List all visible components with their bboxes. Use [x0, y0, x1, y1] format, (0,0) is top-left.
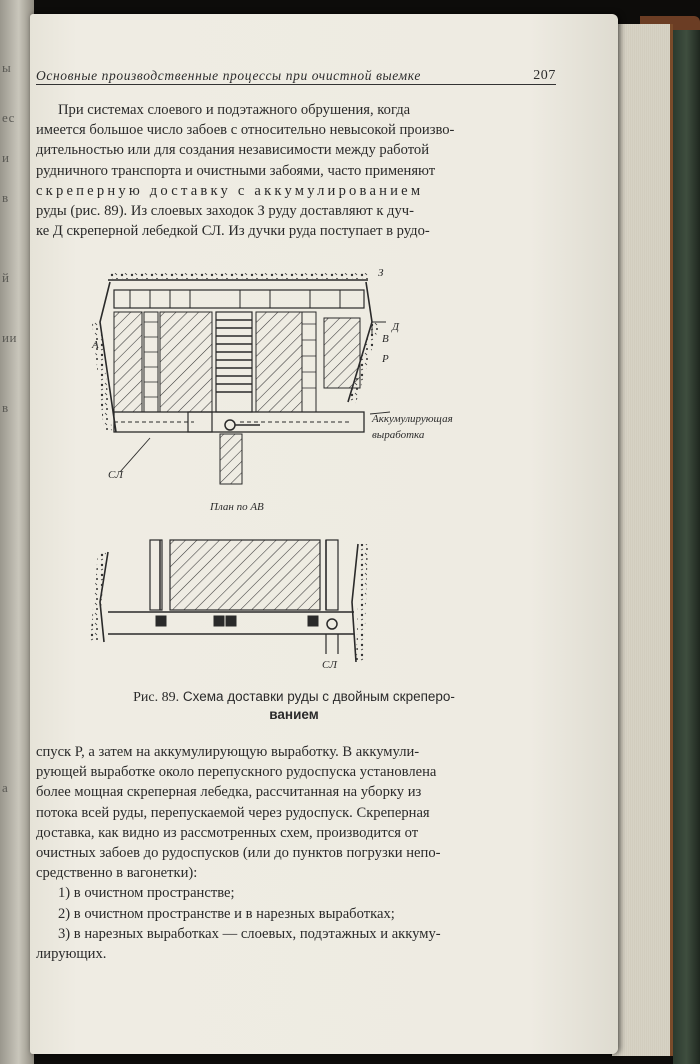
prev-page-fragment: и	[2, 150, 10, 165]
label-sl-lower: СЛ	[322, 659, 337, 671]
text-line: рующей выработке около перепускного рудоспуска установлена	[36, 764, 437, 781]
label-a: А	[92, 339, 99, 351]
text-line: дительностью или для создания независимости между работой	[36, 142, 430, 159]
label-accumulating-1: Аккумулирующая	[372, 413, 453, 425]
figure-89-diagram	[90, 262, 510, 702]
text-line: ке Д скреперной лебедкой СЛ. Из дучки руда поступает в рудо-	[36, 223, 430, 240]
text-line: рудничного транспорта и очистными забоями, часто применяют	[36, 162, 436, 179]
label-d: Д	[392, 321, 399, 333]
running-header	[36, 62, 556, 85]
label-sl: СЛ	[108, 469, 123, 481]
text-line: потока всей руды, перепускаемой через рудоспуск. Скреперная	[36, 804, 430, 821]
label-accumulating-2: выработка	[372, 429, 425, 441]
list-item: 3) в нарезных выработках — слоевых, подэтажных и аккуму-	[58, 925, 441, 942]
book-cover	[673, 30, 700, 1064]
paragraph-1	[36, 100, 558, 241]
text-line: руды (рис. 89). Из слоевых заходок З руду доставляют к дуч-	[36, 203, 414, 220]
text-line: более мощная скреперная лебедка, рассчитанная на уборку из	[36, 784, 422, 801]
previous-page-edge	[0, 0, 34, 1064]
prev-page-fragment: ы	[2, 60, 12, 75]
plan-drawing	[96, 276, 390, 484]
text-line: очистных забоев до рудоспусков (или до пунктов погрузки непо-	[36, 845, 441, 862]
page-edges	[612, 24, 673, 1056]
section-drawing	[94, 540, 364, 662]
prev-page-fragment: ии	[2, 330, 17, 345]
text-line: имеется большое число забоев с относительно невысокой произво-	[36, 122, 455, 139]
list-item: 1) в очистном пространстве;	[58, 885, 235, 902]
text-line-spaced: скреперную доставку с аккумулированием	[36, 182, 424, 199]
prev-page-fragment: в	[2, 190, 9, 205]
text-line: доставка, как видно из рассмотренных схем, производится от	[36, 824, 419, 841]
paragraph-2	[36, 742, 558, 964]
text-line: спуск Р, а затем на аккумулирующую выработку. В аккумули-	[36, 744, 420, 760]
page-number: 207	[533, 68, 556, 83]
caption-label: Рис. 89.	[133, 690, 180, 705]
prev-page-fragment: а	[2, 780, 9, 795]
label-plan: План по АВ	[210, 501, 264, 513]
running-header-title: Основные производственные процессы при очистной выемке	[36, 68, 421, 83]
list-item: 2) в очистном пространстве и в нарезных выработках;	[58, 905, 395, 922]
prev-page-fragment: й	[2, 270, 10, 285]
prev-page-fragment: ес	[2, 110, 15, 125]
caption-text: Схема доставки руды с двойным скреперо-	[182, 689, 455, 704]
text-line: лирующих.	[36, 946, 107, 963]
text-line: средственно в вагонетки):	[36, 865, 198, 882]
figure-caption	[44, 688, 544, 723]
prev-page-fragment: в	[2, 400, 9, 415]
label-z: З	[378, 267, 384, 279]
caption-text-cont: ванием	[269, 707, 319, 722]
label-v: В	[382, 333, 389, 345]
label-r: Р	[382, 353, 389, 365]
text-line: При системах слоевого и подэтажного обрушения, когда	[58, 102, 411, 118]
